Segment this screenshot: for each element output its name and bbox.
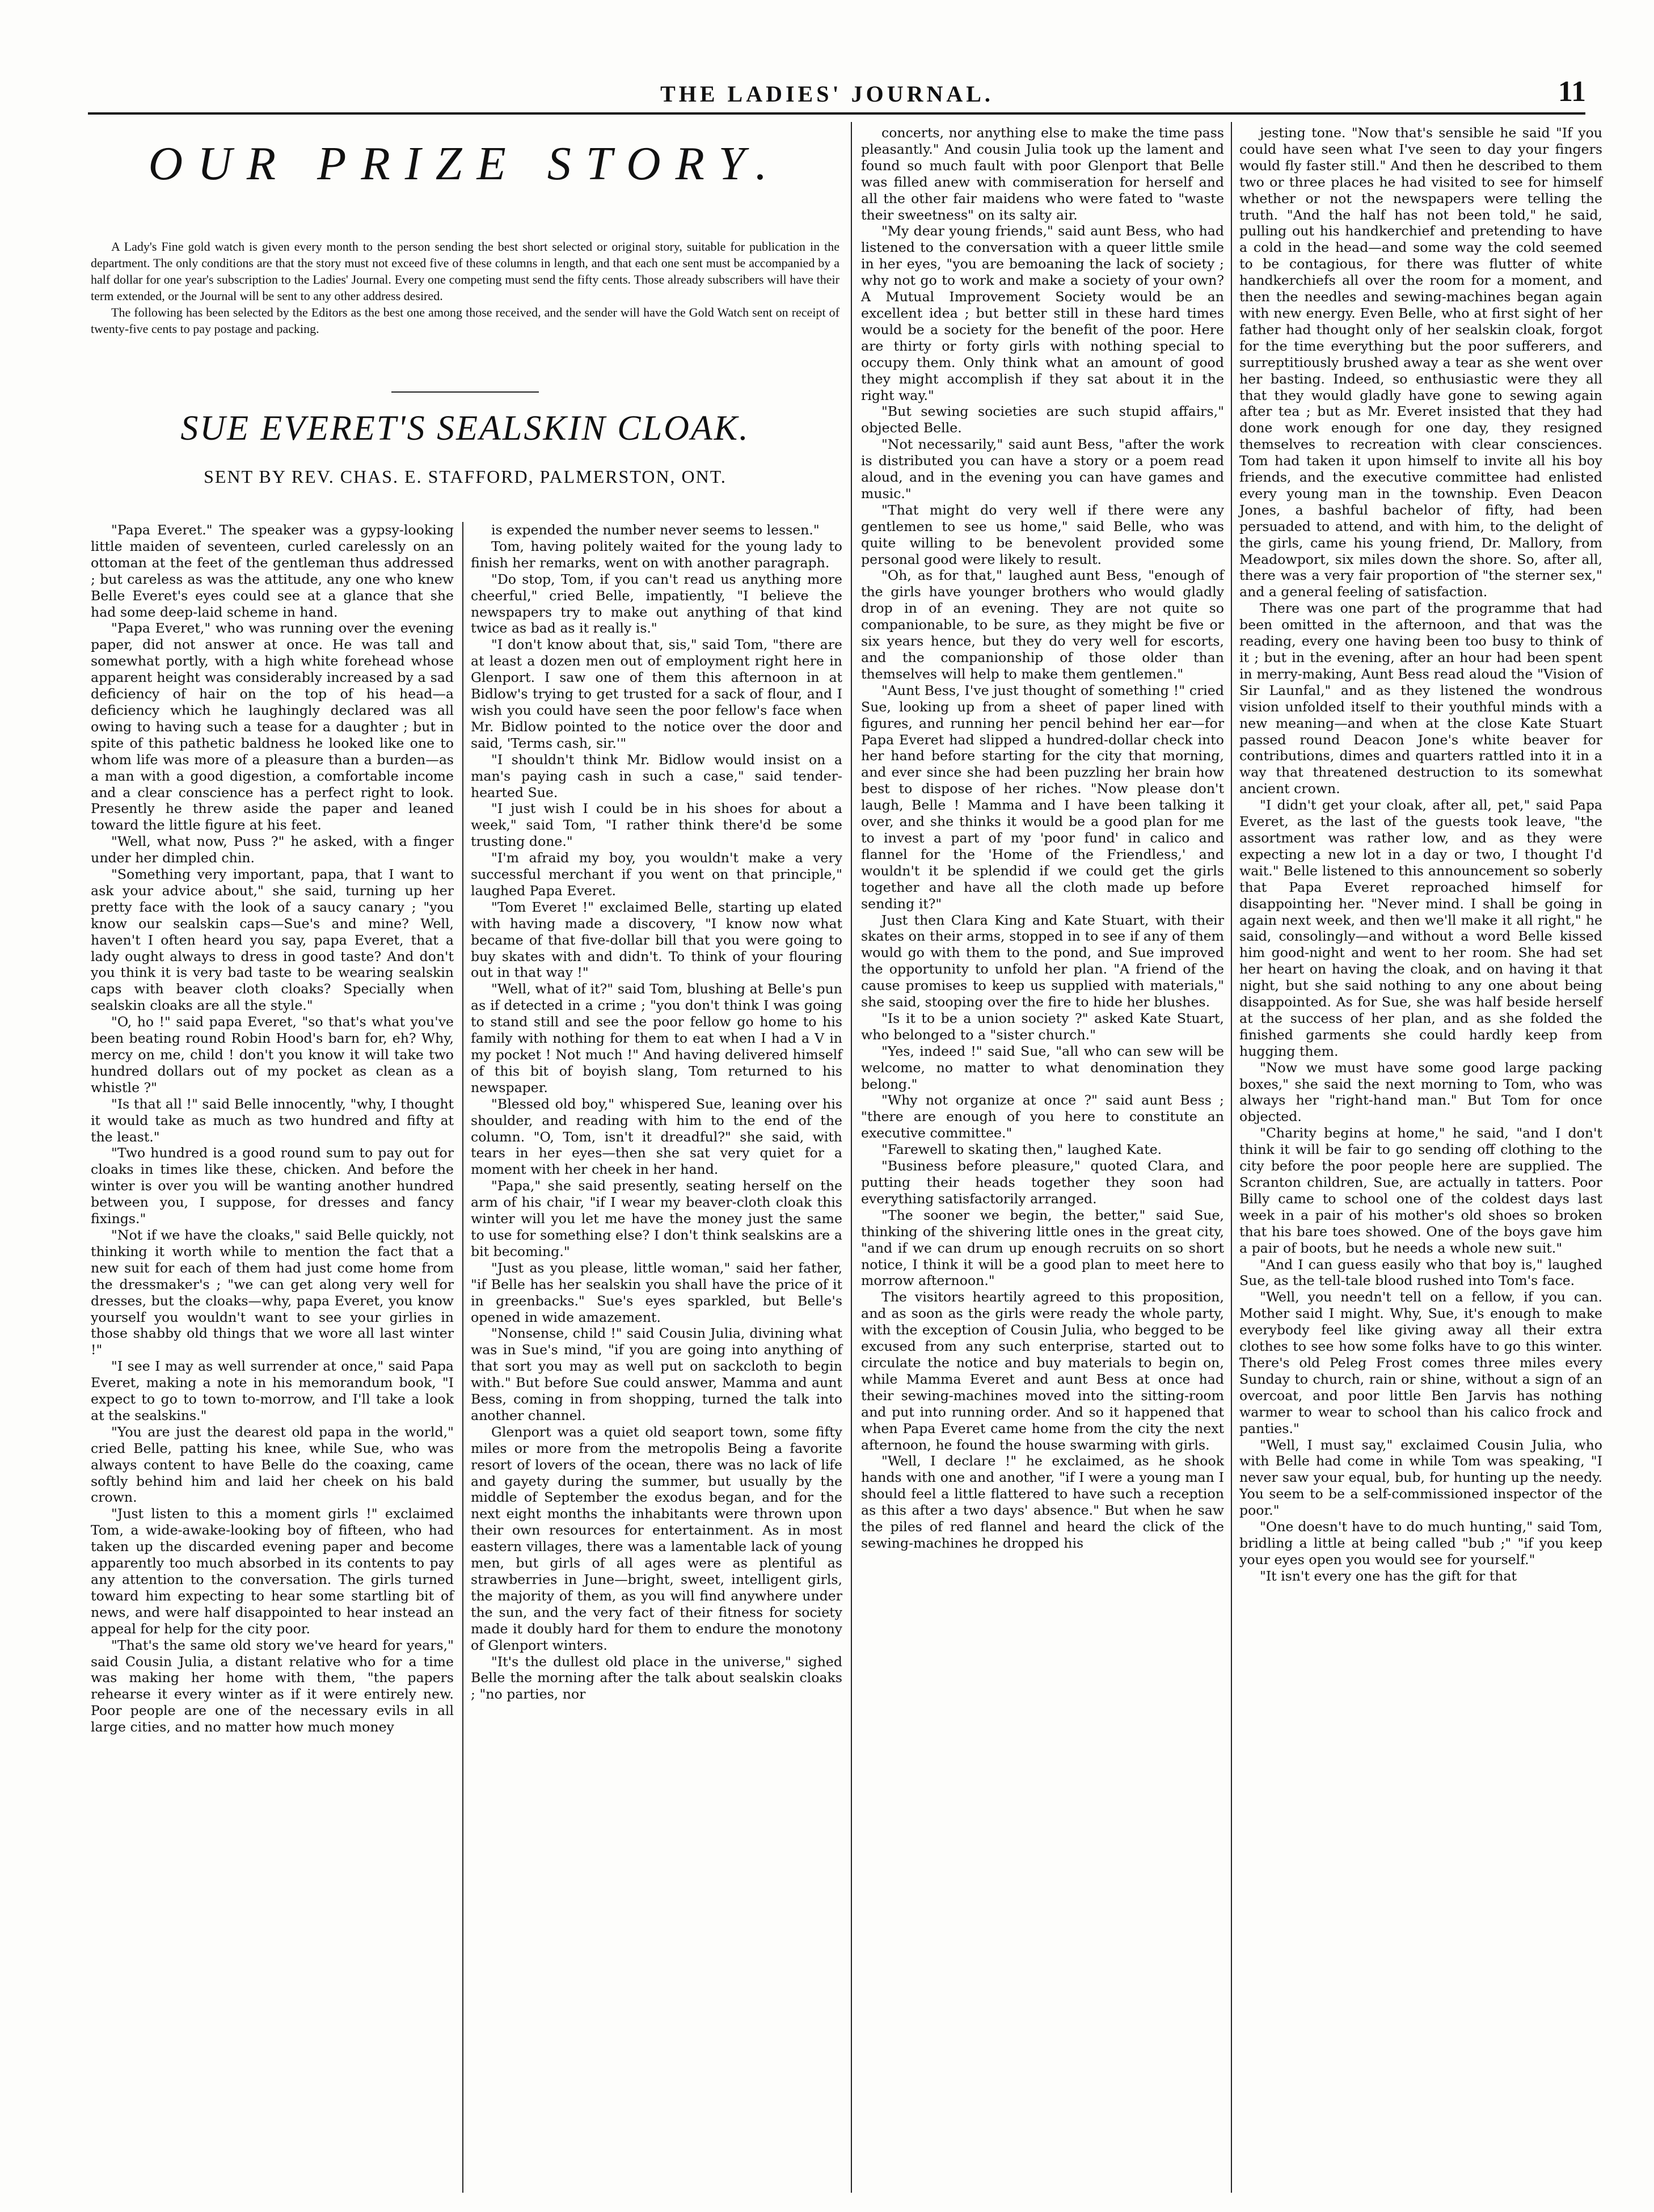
story-paragraph: "Charity begins at home," he said, "and I don't think it will be fair to go sending off clothing to the city before the poor people here are supplied. The Scranton children, Sue, are actually in tatters. Poor Billy came to school one of the coldest days last week in a pair of his mother's old shoes so broken that his bare toes showed. One of the boys gave him a pair of boots, but he needs a whole new suit." (1239, 1125, 1602, 1256)
story-paragraph: "Papa," she said presently, seating herself on the arm of his chair, "if I wear my beaver-cloth cloak this winter will you let me have the money just the same to use for something else? I don't think sealskins are a bit becoming." (471, 1178, 842, 1259)
text-column-3 (861, 125, 1224, 1552)
story-byline: SENT BY REV. CHAS. E. STAFFORD, PALMERSTON, ONT. (204, 466, 727, 487)
story-paragraph: "Is it to be a union society ?" asked Kate Stuart, who belonged to a "sister church." (861, 1010, 1224, 1043)
story-paragraph: There was one part of the programme that had been omitted in the afternoon, and that was the reading, every one having been too busy to think of it ; but in the evening, after an hour had been spent in merry-making, Aunt Bess read aloud the "Vision of Sir Launfal," and as they listened the wondrous vision unfolded itself to their youthful minds with a new meaning—and when at the close Kate Stuart passed round Deacon Jone's white beaver for contributions, dimes and quarters rattled into it in a way that threatened destruction to its somewhat ancient crown. (1239, 600, 1602, 797)
section-divider (391, 391, 539, 393)
story-paragraph: "The sooner we begin, the better," said Sue, thinking of the shivering little ones in the great city, "and if we can drum up enough recruits on so short notice, I think it will be a good plan to meet here to morrow afternoon." (861, 1207, 1224, 1289)
story-paragraph: "I didn't get your cloak, after all, pet," said Papa Everet, as the last of the guests took leave, "the assortment was rather low, and as they were expecting a new lot in a day or two, I thought I'd wait." Belle listened to this announcement so soberly that Papa Everet reproached himself for disappointing her. "Never mind. I shall be going in again next week, and then we'll make it all right," he said, consolingly—and without a word Belle kissed him good-night and went to her room. She had set her heart on having the cloak, and on having it that night, but she said nothing to any one about being disappointed. As for Sue, she was half beside herself at the success of her plan, and as she folded the finished garments she could hardly keep from hugging them. (1239, 797, 1602, 1059)
story-paragraph: "Well, you needn't tell on a fellow, if you can. Mother said I might. Why, Sue, it's enough to make everybody feel like giving away all their extra clothes to see how some folks have to go this winter. There's old Peleg Frost comes three miles every Sunday to church, rain or shine, without a sign of an overcoat, and poor little Ben Jarvis has nothing warmer to wear to school than his calico frock and panties." (1239, 1289, 1602, 1436)
text-column-4 (1239, 125, 1602, 1585)
story-paragraph: "Well, what of it?" said Tom, blushing at Belle's pun as if detected in a crime ; "you don't think I was going to stand still and see the poor fellow go home to his family with nothing for them to eat when I had a V in my pocket ! Not much !" And having delivered himself of this bit of boyish slang, Tom returned to his newspaper. (471, 981, 842, 1096)
story-title: SUE EVERET'S SEALSKIN CLOAK. (180, 409, 750, 448)
story-paragraph: Tom, having politely waited for the young lady to finish her remarks, went on with another paragraph. (471, 538, 842, 571)
text-column-2 (471, 522, 842, 1703)
page-number: 11 (1558, 75, 1586, 108)
story-paragraph: "Not necessarily," said aunt Bess, "after the work is distributed you can have a story or a poem read aloud, and in the evening you can have games and music." (861, 436, 1224, 502)
story-paragraph: jesting tone. "Now that's sensible he said "If you could have seen what I've seen to day your fingers would fly faster still." And then he described to them two or three places he had visited to see for himself whether or not the newspapers were telling the truth. "And the half has not been told," he said, pulling out his handkerchief and pretending to have a cold in the head—and some way the cold seemed to be contagious, for there was flutter of white handkerchiefs all over the room for a moment, and then the needles and sewing-machines began again with new energy. Even Belle, who at first sight of her father had thought only of her sealskin cloak, forgot for the time everything but the poor sufferers, and surreptitiously brushed away a tear as she went over her basting. Indeed, so enthusiastic were they all that they would gladly have gone to sewing again after tea ; but as Mr. Everet insisted that they had done work enough for one day, they resigned themselves to recreation with clear consciences. Tom had taken it upon himself to invite all his boy friends, and the executive committee had enlisted every young man in the township. Even Deacon Jones, a bashful bachelor of fifty, had been persuaded to attend, and with him, to the delight of the girls, came his young friend, Dr. Mallory, from Meadowport, six miles down the shore. So, after all, there was a very fair proportion of "the sterner sex," and a general feeling of satisfaction. (1239, 125, 1602, 600)
story-paragraph: "Farewell to skating then," laughed Kate. (881, 1141, 1162, 1158)
story-paragraph: "Why not organize at once ?" said aunt Bess ; "there are enough of you here to constitute an executive committee." (861, 1092, 1224, 1141)
story-paragraph: "Just as you please, little woman," said her father, "if Belle has her sealskin you shall have the price of it in greenbacks." Sue's eyes sparkled, but Belle's opened in wide amazement. (471, 1259, 842, 1325)
prize-story-title: OUR PRIZE STORY. (148, 137, 782, 190)
story-paragraph: "Business before pleasure," quoted Clara, and putting their heads together they soon had everything satisfactorily arranged. (861, 1158, 1224, 1207)
story-paragraph: "And I can guess easily who that boy is," laughed Sue, as the tell-tale blood rushed into Tom's face. (1239, 1256, 1602, 1289)
column-rule (851, 122, 852, 2193)
story-paragraph: "Aunt Bess, I've just thought of something !" cried Sue, looking up from a sheet of paper lined with figures, and running her pencil behind her ear—for Papa Everet had slipped a hundred-dollar check into her hand before starting for the city that morning, and ever since she had been puzzling her brain how best to dispose of her riches. "Now please don't laugh, Belle ! Mamma and I have been talking it over, and she thinks it would be a good plan for me to invest a part of my 'poor fund' in calico and flannel for the 'Home of the Friendless,' and wouldn't it be splendid if we could get the girls together and have all the cloth made up before sending it?" (861, 682, 1224, 912)
story-paragraph: "One doesn't have to do much hunting," said Tom, bridling a little at being called "bub ;" "if you keep your eyes open you would see for yourself." (1239, 1519, 1602, 1568)
story-paragraph: "Just listen to this a moment girls !" exclaimed Tom, a wide-awake-looking boy of fifteen, who had taken up the discarded evening paper and become apparently too much absorbed in its contents to pay any attention to the conversation. The girls turned toward him expecting to hear some startling bit of news, and were half disappointed to hear instead an appeal for help for the city poor. (91, 1506, 454, 1637)
story-paragraph: "Is that all !" said Belle innocently, "why, I thought it would take as much as two hundred and fifty at the least." (91, 1096, 454, 1145)
story-paragraph: "Tom Everet !" exclaimed Belle, starting up elated with having made a discovery, "I know now what became of that five-dollar bill that you were going to buy skates with and didn't. To think of your flouring out in that way !" (471, 899, 842, 981)
prize-notice-paragraph: The following has been selected by the Editors as the best one among those received, and the sender will have the Gold Watch sent on receipt of twenty-five cents to pay postage and packing. (91, 305, 839, 336)
story-paragraph: "I see I may as well surrender at once," said Papa Everet, making a note in his memorandum book, "I expect to go to town to-morrow, and I'll take a look at the sealskins." (91, 1358, 454, 1423)
story-paragraph: "Do stop, Tom, if you can't read us anything more cheerful," cried Belle, impatiently, "I believe the newspapers try to make out anything of that kind twice as bad as it really is." (471, 571, 842, 637)
story-paragraph: "Well, I declare !" he exclaimed, as he shook hands with one and another, "if I were a young man I should feel a little flattered to have such a reception as this after a two days' absence." But when he saw the piles of red flannel and heard the click of the sewing-machines he dropped his (861, 1453, 1224, 1551)
column-rule (1231, 122, 1232, 2193)
text-column-1 (91, 522, 454, 1735)
story-paragraph: "That might do very well if there were any gentlemen to see us home," said Belle, who was quite willing to be benevolent provided some personal good were likely to result. (861, 502, 1224, 567)
story-paragraph: "I don't know about that, sis," said Tom, "there are at least a dozen men out of employment right here in Glenport. I saw one of them this afternoon in at Bidlow's trying to get trusted for a sack of flour, and I wish you could have seen the poor fellow's face when Mr. Bidlow pointed to the notice over the door and said, 'Terms cash, sir.'" (471, 637, 842, 751)
story-paragraph: "Oh, as for that," laughed aunt Bess, "enough of the girls have younger brothers who would gladly drop in of an evening. They are not quite so companionable, to be sure, as they might be five or six years hence, but they do very well for escorts, and the companionship of those older than themselves will help to make them gentlemen." (861, 567, 1224, 682)
story-paragraph: "It's the dullest old place in the universe," sighed Belle the morning after the talk about sealskin cloaks ; "no parties, nor (471, 1653, 842, 1703)
story-paragraph: "O, ho !" said papa Everet, "so that's what you've been beating round Robin Hood's barn for, eh? Why, mercy on me, child ! don't you know it will take two hundred dollars out of my pocket as clean as a whistle ?" (91, 1014, 454, 1096)
story-paragraph: "Yes, indeed !" said Sue, "all who can sew will be welcome, no matter to what denomination they belong." (861, 1043, 1224, 1092)
story-paragraph: "It isn't every one has the gift for that (1260, 1568, 1517, 1584)
header-rule (88, 112, 1585, 115)
prize-notice (91, 238, 839, 337)
story-paragraph: "You are just the dearest old papa in the world," cried Belle, patting his knee, while Sue, who was always content to have Belle do the coaxing, came softly behind him and laid her cheek on his bald crown. (91, 1423, 454, 1506)
story-paragraph: The visitors heartily agreed to this proposition, and as soon as the girls were ready the whole party, with the exception of Cousin Julia, who begged to be excused from any such enterprise, started out to circulate the notice and buy materials to begin on, while Mamma Everet and aunt Bess at once had their sewing-machines moved into the sitting-room and put into running order. And so it happened that when Papa Everet came home from the city the next afternoon, he found the house swarming with girls. (861, 1289, 1224, 1453)
story-paragraph: "My dear young friends," said aunt Bess, who had listened to the conversation with a queer little smile in her eyes, "you are bemoaning the lack of society ; why not go to work and make a society of your own? A Mutual Improvement Society would be an excellent idea ; but better still in these hard times would be a society for the benefit of the poor. Here are thirty or forty girls with nothing special to occupy them. Only think what an amount of good they might accomplish if they sat about it in the right way." (861, 223, 1224, 403)
story-paragraph: "Well, I must say," exclaimed Cousin Julia, who with Belle had come in while Tom was speaking, "I never saw your equal, bub, for hunting up the needy. You seem to be a self-commissioned inspector of the poor." (1239, 1436, 1602, 1519)
story-paragraph: "Not if we have the cloaks," said Belle quickly, not thinking it worth while to mention the fact that a new suit for each of them had just come home from the dressmaker's ; "we can get along very well for dresses, but the cloaks—why, papa Everet, you know yourself you wouldn't want to see your girlies in those shabby old things that we wore all last winter !" (91, 1227, 454, 1358)
story-paragraph: "Nonsense, child !" said Cousin Julia, divining what was in Sue's mind, "if you are going into anything of that sort you may as well put on sackcloth to begin with." But before Sue could answer, Mamma and aunt Bess, coming in from shopping, turned the talk into another channel. (471, 1325, 842, 1423)
story-paragraph: "Papa Everet." The speaker was a gypsy-looking little maiden of seventeen, curled carelessly on an ottoman at the feet of the gentleman thus addressed ; but careless as was the attitude, any one who knew Belle Everet's eyes could see at a glance that she had some deep-laid scheme in hand. (91, 522, 454, 620)
story-paragraph: "Well, what now, Puss ?" he asked, with a finger under her dimpled chin. (91, 833, 454, 866)
column-rule (462, 522, 463, 2193)
story-paragraph: "Papa Everet," who was running over the evening paper, did not answer at once. He was tall and somewhat portly, with a high white forehead whose apparent height was considerably increased by a sad deficiency of hair on the top of his head—a deficiency which he laughingly declared was all owing to having such a tease for a daughter ; but in spite of this pathetic baldness he looked like one to whom life was more of a pleasure than a burden—as a man with a good digestion, a comfortable income and a clear conscience has a perfect right to look. Presently he threw aside the paper and leaned toward the little figure at his feet. (91, 620, 454, 833)
story-paragraph: "I shouldn't think Mr. Bidlow would insist on a man's paying cash in such a case," said tender-hearted Sue. (471, 751, 842, 800)
story-paragraph: "Now we must have some good large packing boxes," she said the next morning to Tom, who was always her "right-hand man." But Tom for once objected. (1239, 1059, 1602, 1125)
story-paragraph: Glenport was a quiet old seaport town, some fifty miles or more from the metropolis Being a favorite resort of lovers of the ocean, there was no lack of life and gayety during the summer, but usually by the middle of September the exodus began, and for the next eight months the inhabitants were thrown upon their own resources for entertainment. As in most eastern villages, there was a lamentable lack of young men, but girls of all ages were as plentiful as strawberries in June—bright, sweet, intelligent girls, the majority of them, as you will find anywhere under the sun, and the very fact of their fitness for society made it doubly hard for them to endure the monotony of Glenport winters. (471, 1423, 842, 1653)
story-paragraph: "Something very important, papa, that I want to ask your advice about," she said, turning up her pretty face with the look of a saucy canary ; "you know our sealskin caps—Sue's and mine? Well, haven't I often heard you say, papa Everet, that a lady ought always to dress in good taste? And don't you think it is very bad taste to be wearing sealskin caps with beaver cloth cloaks? Specially when sealskin cloaks are all the style." (91, 866, 454, 1014)
running-head: THE LADIES' JOURNAL. (660, 81, 994, 107)
story-paragraph: "I'm afraid my boy, you wouldn't make a very successful merchant if you went on that principle," laughed Papa Everet. (471, 850, 842, 899)
story-paragraph: concerts, nor anything else to make the time pass pleasantly." And cousin Julia took up the lament and found so much fault with poor Glenport that Belle was filled anew with commiseration for herself and all the other fair maidens who were fated to "waste their sweetness" on its salty air. (861, 125, 1224, 223)
story-paragraph: "Blessed old boy," whispered Sue, leaning over his shoulder, and reading with him to the end of the column. "O, Tom, isn't it dreadful?" she said, with tears in her eyes—then she sat very quiet for a moment with her cheek in her hand. (471, 1096, 842, 1178)
story-paragraph: is expended the number never seems to lessen." (491, 522, 820, 538)
prize-notice-paragraph: A Lady's Fine gold watch is given every month to the person sending the best short selected or original story, suitable for publication in the department. The only conditions are that the story must not exceed five of these columns in length, and that each one sent must be accompanied by a half dollar for one year's subscription to the Ladies' Journal. Every one competing must send the fifty cents. Those already subscribers will have their term extended, or the Journal will be sent to any other address desired. (91, 239, 839, 303)
story-paragraph: "But sewing societies are such stupid affairs," objected Belle. (861, 403, 1224, 436)
story-paragraph: "Two hundred is a good round sum to pay out for cloaks in times like these, chicken. And before the winter is over you will be wanting another hundred between you, I suppose, for dresses and fancy fixings." (91, 1145, 454, 1227)
story-paragraph: "I just wish I could be in his shoes for about a week," said Tom, "I rather think there'd be some trusting done." (471, 800, 842, 850)
story-paragraph: Just then Clara King and Kate Stuart, with their skates on their arms, stopped in to see if any of them would go with them to the pond, and Sue improved the opportunity to unfold her plan. "A friend of the cause promises to keep us supplied with materials," she said, stooping over the fire to hide her blushes. (861, 912, 1224, 1010)
story-paragraph: "That's the same old story we've heard for years," said Cousin Julia, a distant relative who for a time was making her home with them, "the papers rehearse it every winter as if it were entirely new. Poor people are one of the necessary evils in all large cities, and no matter how much money (91, 1637, 454, 1735)
